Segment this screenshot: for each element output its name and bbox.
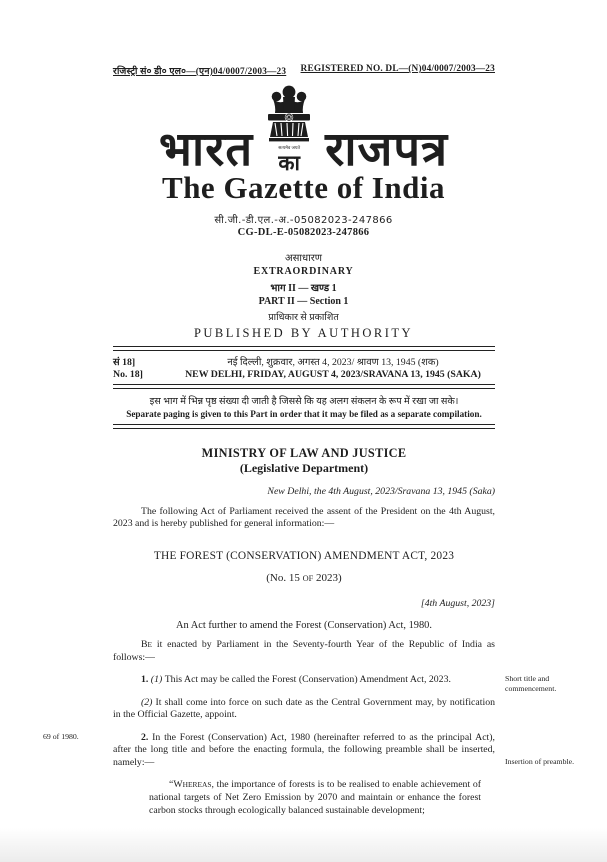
registration-number-hindi: रजिस्ट्री सं० डी० एल०—(एन)04/0007/2003—23 (113, 67, 287, 77)
registration-number-english: REGISTERED NO. DL—(N)04/0007/2003—23 (300, 64, 495, 74)
extraordinary-hindi: असाधारण (284, 252, 323, 264)
issue-row-hindi (113, 355, 495, 368)
separate-paging-notice (113, 394, 495, 419)
document-body (43, 446, 575, 817)
act-number-post: 2023) (313, 571, 342, 584)
authority-hindi: प्राधिकार से प्रकाशित (268, 312, 339, 323)
enacting-rest: it enacted by Parliament in the Seventy-fourth Year of the Republic of India as follows:— (113, 639, 495, 663)
enacting-be-small: E (147, 640, 153, 650)
paging-note-english: Separate paging is given to this Part in order that it may be filed as a separate compilation. (126, 409, 482, 419)
act-number-pre: (No. 15 (266, 571, 303, 584)
cg-code-hindi: सी.जी.-डी.एल.-अ.-05082023-247866 (214, 214, 393, 226)
authority-english: PUBLISHED BY AUTHORITY (193, 325, 414, 340)
issue-number-english: No. 18] (113, 369, 143, 380)
part-english: PART II — Section 1 (258, 296, 349, 307)
masthead-title-row (0, 83, 607, 174)
preamble-quote-rest: , the importance of forests is to be realised to enable achievement of national targets of Net Zero Emission by 2070 and maintain or enhance the forest carbon stocks through ecologically balanced sustainable development; (149, 779, 481, 816)
section-1-clause-1 (113, 674, 557, 693)
divider-double-rule-bottom (113, 424, 495, 429)
ministry-heading: MINISTRY OF LAW AND JUSTICE (201, 446, 407, 460)
emblem-column (263, 83, 315, 174)
masthead-title-hindi-left: भारत (158, 123, 254, 176)
masthead-title-english: The Gazette of India (162, 169, 445, 205)
masthead-title-hindi-right: राजपत्र (325, 123, 449, 176)
margin-note-short-title: Short title and commencement. (505, 674, 557, 693)
intro-paragraph: The following Act of Parliament received the assent of the President on the 4th August, 2023 and is hereby published for general information:— (113, 505, 495, 530)
section-1-subsection-1: (1) (148, 674, 165, 686)
issue-number-hindi: सं 18] (113, 356, 136, 368)
cg-code-english: CG-DL-E-05082023-247866 (237, 226, 370, 238)
section-1-clause-2-text: It shall come into force on such date as the Central Government may, by notification in the Official Gazette, appoint. (113, 696, 495, 721)
act-long-title: An Act further to amend the Forest (Conservation) Act, 1980. (176, 619, 432, 631)
paging-note-hindi: इस भाग में भिन्न पृष्ठ संख्या दी जाती है जिससे कि यह अलग संकलन के रूप में रखा जा सके। (149, 396, 459, 407)
preamble-quote (149, 779, 481, 817)
divider-double-rule-top (113, 346, 495, 351)
national-emblem-icon (263, 83, 315, 147)
section-2 (43, 731, 575, 770)
divider-double-rule-middle (113, 384, 495, 389)
body-dateline: New Delhi, the 4th August, 2023/Sravana 13, 1945 (Saka) (267, 486, 495, 498)
margin-note-69-of-1980: 69 of 1980. (43, 731, 79, 741)
preamble-whereas-smallcaps: HEREAS (182, 780, 212, 790)
section-2-number: 2. (141, 731, 149, 743)
issue-header (0, 250, 607, 341)
page-bottom-shadow (0, 828, 607, 862)
act-number (113, 572, 495, 586)
issue-number-band (113, 355, 495, 381)
part-hindi: भाग II — खण्ड 1 (270, 282, 337, 294)
act-number-of: OF (302, 573, 314, 583)
section-1-number: 1. (141, 674, 149, 686)
department-heading: (Legislative Department) (239, 460, 369, 475)
section-1-subsection-2: (2) (141, 696, 156, 708)
enacting-be-lead: B (141, 639, 148, 651)
enacting-clause (113, 639, 495, 664)
registration-row (113, 64, 495, 77)
act-title: THE FOREST (CONSERVATION) AMENDMENT ACT, 2023 (153, 549, 455, 562)
masthead (0, 83, 607, 238)
margin-note-insertion: Insertion of preamble. (505, 756, 575, 766)
section-2-text: In the Forest (Conservation) Act, 1980 (hereinafter referred to as the principal Act), after the long title and before the enacting formula, the following preamble shall be inserted, namely:— (113, 731, 495, 768)
issue-dateline-hindi: नई दिल्ली, शुक्रवार, अगस्त 4, 2023/ श्रावण 13, 1945 (शक) (227, 356, 439, 368)
issue-row-english (113, 369, 495, 380)
masthead-title-hindi-middle: का (278, 150, 300, 175)
section-1-clause-2 (113, 697, 495, 722)
preamble-quote-lead: “W (169, 779, 183, 791)
extraordinary-english: EXTRAORDINARY (253, 266, 354, 277)
section-1-text: This Act may be called the Forest (Conservation) Amendment Act, 2023. (164, 674, 451, 686)
assent-date: [4th August, 2023] (420, 598, 495, 610)
issue-dateline-english: NEW DELHI, FRIDAY, AUGUST 4, 2023/SRAVANA 13, 1945 (SAKA) (185, 369, 481, 380)
emblem-motto: सत्यमेव जयते (278, 145, 301, 150)
